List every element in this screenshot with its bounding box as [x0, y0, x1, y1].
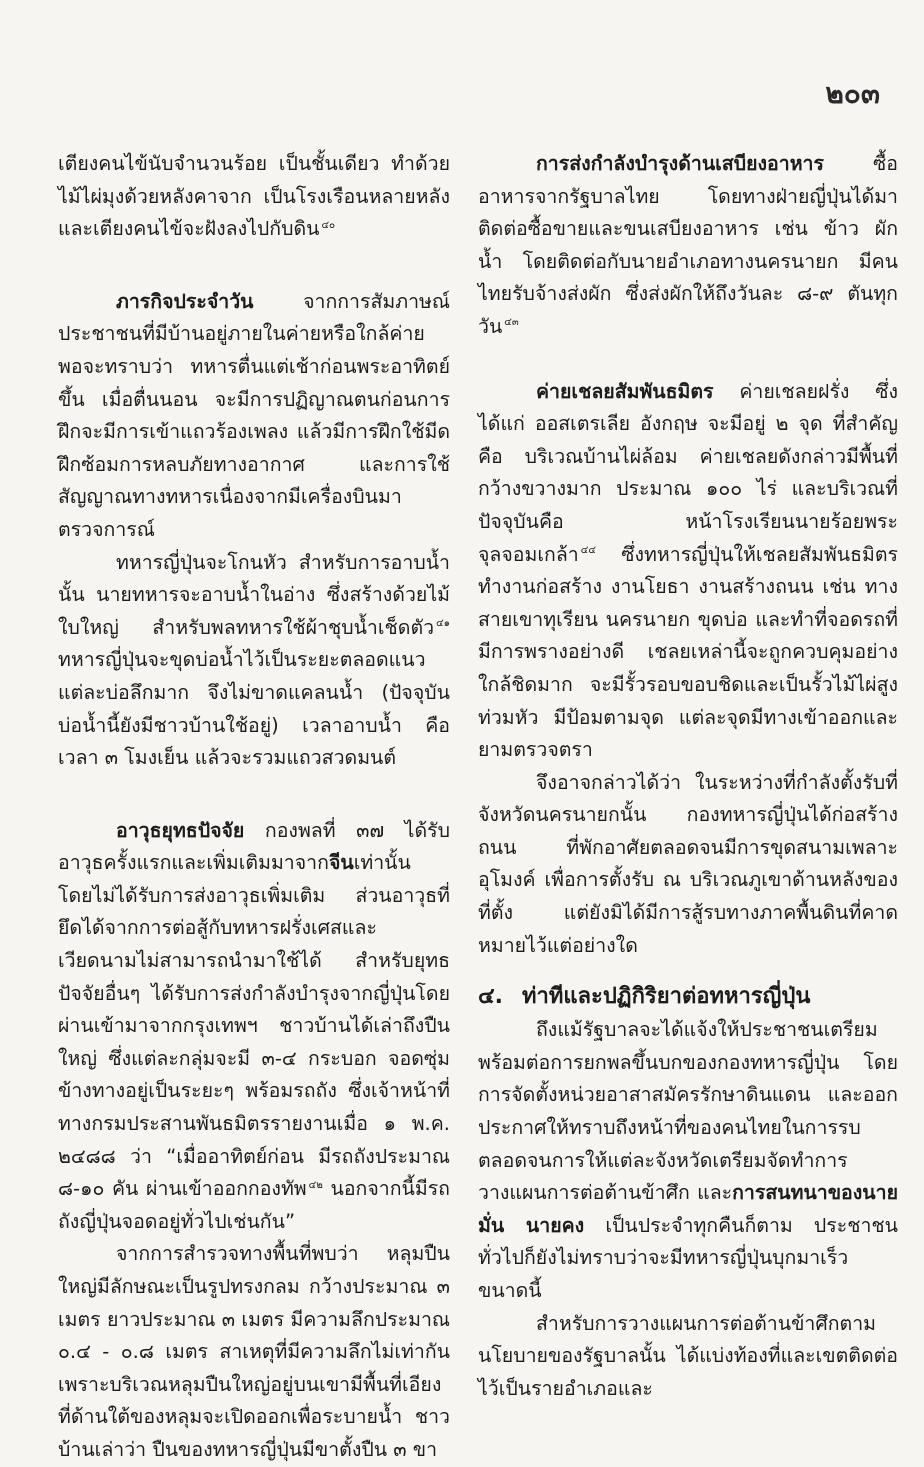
- paragraph-food-supply: การส่งกำลังบำรุงด้านเสบียงอาหาร ซื้ออาหารจากรัฐบาลไทย โดยทางฝ่ายญี่ปุ่นได้มาติดต่อซื้อขายและขนเสบียงอาหาร เช่น ข้าว ผัก น้ำ โดยติดต่อกับนายอำเภอทางนครนายก มีคนไทยรับจ้างส่งผัก ซึ่งส่งผักให้ถึงวันละ ๘-๙ ตันทุกวัน $^{๔๓}$: [478, 152, 898, 338]
- subheading-weapons: อาวุธยุทธปัจจัย: [116, 818, 245, 842]
- footnote-ref: ๔๓: [504, 317, 519, 329]
- footnote-ref: ๔๔: [580, 545, 596, 557]
- footnote-ref: ๔๐: [321, 219, 336, 231]
- subheading-pow-camp: ค่ายเชลยสัมพันธมิตร: [536, 379, 714, 403]
- paragraph-daily-routine: ภารกิจประจำวัน จากการสัมภาษณ์ประชาชนที่มีบ้านอยู่ภายในค่ายหรือใกล้ค่าย พอจะทราบว่า ทหารตื่นแต่เช้าก่อนพระอาทิตย์ขึ้น เมื่อตื่นนอน จะมีการปฏิญาณตนก่อนการฝึกจะมีการเข้าแถวร้องเพลง แล้วมีการฝึกใช้มีดฝึกซ้อมการหลบภัยทางอากาศ และการใช้สัญญาณทางทหารเนื่องจากมีเครื่องบินมาตรวจการณ์: [58, 289, 450, 541]
- paragraph-pow-camp: ค่ายเชลยสัมพันธมิตร ค่ายเชลยฝรั่ง ซึ่งได้แก่ ออสเตรเลีย อังกฤษ จะมีอยู่ ๒ จุด ที่สำคัญคือ บริเวณบ้านไผ่ล้อม ค่ายเชลยดังกล่าวมีพื้นที่กว้างขวางมาก ประมาณ ๑๐๐ ไร่ และบริเวณที่ปัจจุบันคือ หน้าโรงเรียนนายร้อยพระจุลจอมเกล้า $^{๔๔}$ ซึ่งทหารญี่ปุ่นให้เชลยสัมพันธมิตรทำงานก่อสร้าง งานโยธา งานสร้างถนน เช่น ทางสายเขาทุเรียน นครนายก ขุดบ่อ และทำที่จอดรถที่มีการพรางอย่างดี เชลยเหล่านี้จะถูกควบคุมอย่างใกล้ชิดมาก จะมีรั้วรอบขอบชิดและเป็นรั้วไม้ไผ่สูงท่วมหัว มีป้อมตามจุด แต่ละจุดมีทางเข้าออกและยามตรวจตรา: [478, 379, 898, 762]
- footnote-ref: ๔๒: [308, 1179, 323, 1191]
- paragraph-weapons: อาวุธยุทธปัจจัย กองพลที่ ๓๗ ได้รับอาวุธครั้งแรกและเพิ่มเติมมาจากจีนเท่านั้น โดยไม่ได้รับการส่งอาวุธเพิ่มเติม ส่วนอาวุธที่ยึดได้จากการต่อสู้กับทหารฝรั่งเศสและเวียดนามไม่สามารถนำมาใช้ได้ สำหรับยุทธปัจจัยอื่นๆ ได้รับการส่งกำลังบำรุงจากญี่ปุ่นโดยผ่านเข้ามาจากกรุงเทพฯ ชาวบ้านได้เล่าถึงปืนใหญ่ ซึ่งแต่ละกลุ่มจะมี ๓-๔ กระบอก จอดซุ่มข้างทางอยู่เป็นระยะๆ พร้อมรถถัง ซึ่งเจ้าหน้าที่ทางกรมประสานพันธมิตรรายงานเมื่อ ๑ พ.ค. ๒๔๘๘ ว่า “เมื่ออาทิตย์ก่อน มีรถถังประมาณ ๘-๑๐ คัน ผ่านเข้าออกกองทัพ $^{๔๒}$ นอกจากนี้มีรถถังญี่ปุ่นจอดอยู่ทั่วไปเช่นกัน”: [58, 818, 450, 1233]
- paragraph-planning: สำหรับการวางแผนการต่อต้านข้าศึกตามนโยบายของรัฐบาลนั้น ได้แบ่งท้องที่และเขตติดต่อไว้เป็นรายอำเภอและ: [478, 1311, 898, 1400]
- section-number: ๔.: [478, 984, 504, 1010]
- subheading-daily-routine: ภารกิจประจำวัน: [116, 289, 254, 313]
- paragraph-reaction: ถึงแม้รัฐบาลจะได้แจ้งให้ประชาชนเตรียมพร้อมต่อการยกพลขึ้นบกของกองทหารญี่ปุ่น โดยการจัดตั้งหน่วยอาสาสมัครรักษาดินแดน และออกประกาศให้ทราบถึงหน้าที่ของคนไทยในการรบ ตลอดจนการให้แต่ละจังหวัดเตรียมจัดทำการวางแผนการต่อต้านข้าศึก และการสนทนาของนายมั่น นายคง เป็นประจำทุกคืนก็ตาม ประชาชนทั่วไปก็ยังไม่ทราบว่าจะมีทหารญี่ปุ่นบุกมาเร็วขนาดนี้: [478, 1018, 899, 1302]
- section-title: ท่าทีและปฏิกิริยาต่อทหารญี่ปุ่น: [522, 984, 811, 1010]
- page-number: ๒๐๓: [825, 77, 880, 110]
- footnote-ref: ๔๑: [436, 618, 450, 630]
- left-column: [58, 148, 450, 1467]
- section-heading: [478, 980, 898, 1014]
- paragraph-hospital-beds: เตียงคนไข้นับจำนวนร้อย เป็นชั้นเดียว ทำด้วยไม้ไผ่มุงด้วยหลังคาจาก เป็นโรงเรือนหลายหลัง และเตียงคนไข้จะฝังลงไปกับดิน $^{๔๐}$: [58, 152, 450, 241]
- paragraph-bathing: ทหารญี่ปุ่นจะโกนหัว สำหรับการอาบน้ำนั้น นายทหารจะอาบน้ำในอ่าง ซึ่งสร้างด้วยไม้ใบใหญ่ สำหรับพลทหารใช้ผ้าชุบน้ำเช็ดตัว $^{๔๑}$ ทหารญี่ปุ่นจะขุดบ่อน้ำไว้เป็นระยะตลอดแนว แต่ละบ่อลึกมาก จึงไม่ขาดแคลนน้ำ (ปัจจุบันบ่อน้ำนี้ยังมีชาวบ้านใช้อยู่) เวลาอาบน้ำ คือ เวลา ๓ โมงเย็น แล้วจะรวมแถวสวดมนต์: [58, 550, 450, 770]
- paragraph-conclusion: จึงอาจกล่าวได้ว่า ในระหว่างที่กำลังตั้งรับที่จังหวัดนครนายกนั้น กองทหารญี่ปุ่นได้ก่อสร้างถนน ที่พักอาศัยตลอดจนมีการขุดสนามเพลาะ อุโมงค์ เพื่อการตั้งรับ ณ บริเวณภูเขาด้านหลังของที่ตั้ง แต่ยังมิได้มีการสู้รบทางภาคพื้นดินที่คาดหมายไว้แต่อย่างใด: [478, 770, 898, 957]
- paragraph-artillery-pits: จากการสำรวจทางพื้นที่พบว่า หลุมปืนใหญ่มีลักษณะเป็นรูปทรงกลม กว้างประมาณ ๓ เมตร ยาวประมาณ ๓ เมตร มีความลึกประมาณ ๐.๔ - ๐.๘ เมตร สาเหตุที่มีความลึกไม่เท่ากัน เพราะบริเวณหลุมปืนใหญ่อยู่บนเขามีพื้นที่เอียง ที่ด้านใต้ของหลุมจะเปิดออกเพื่อระบายน้ำ ชาวบ้านเล่าว่า ปืนของทหารญี่ปุ่นมีขาตั้งปืน ๓ ขา: [58, 1242, 450, 1461]
- subheading-food-supply: การส่งกำลังบำรุงด้านเสบียงอาหาร: [536, 152, 824, 175]
- right-column: [478, 148, 898, 1405]
